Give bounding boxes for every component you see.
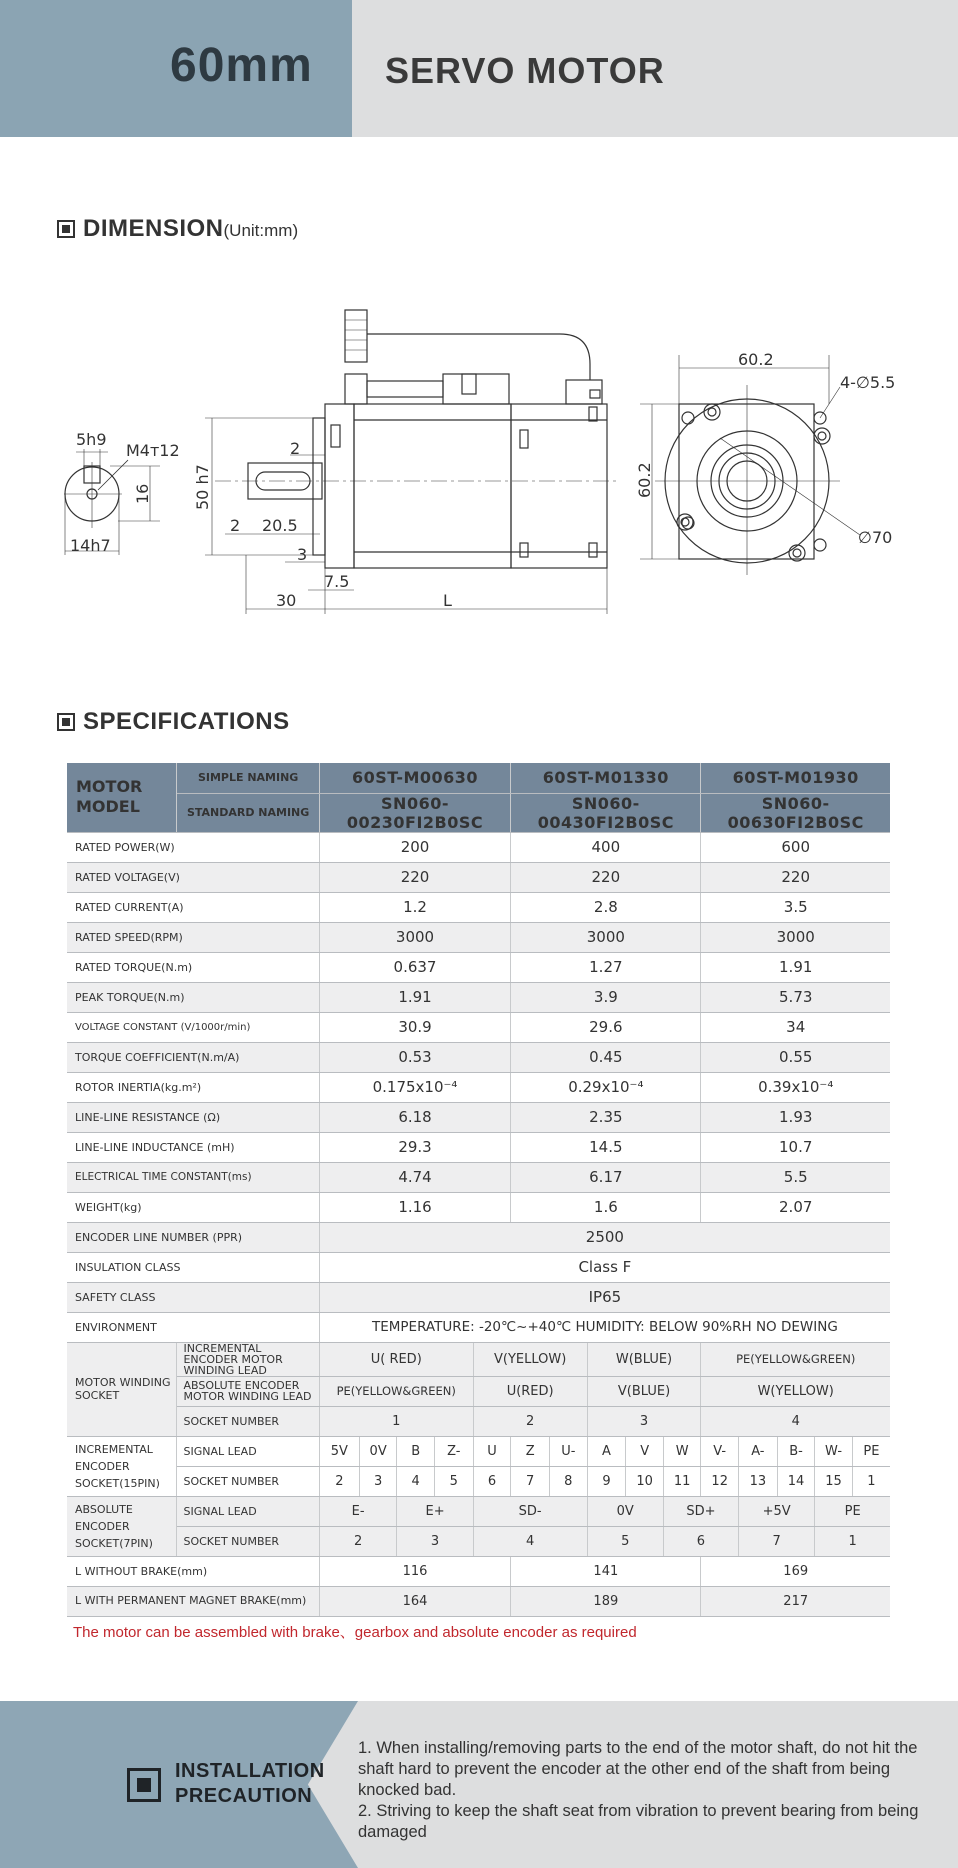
table-row <box>67 1132 890 1162</box>
dimension-unit: (Unit:mm) <box>223 221 299 240</box>
dim-7-5: 7.5 <box>324 572 350 591</box>
cell: 1 <box>852 1466 890 1496</box>
cell: 14 <box>777 1466 815 1496</box>
header-row-simple <box>67 763 890 793</box>
cell: 0.637 <box>319 952 510 982</box>
row-label: ENCODER LINE NUMBER (PPR) <box>67 1222 319 1252</box>
cell: 0V <box>359 1436 397 1466</box>
cell: 2 <box>473 1406 587 1436</box>
cell: 15 <box>815 1466 853 1496</box>
cell: 2500 <box>319 1222 890 1252</box>
installation-footer <box>0 1701 958 1868</box>
table-row <box>67 1102 890 1132</box>
table-row <box>67 1072 890 1102</box>
table-row <box>67 922 890 952</box>
row-label: SAFETY CLASS <box>67 1282 319 1312</box>
table-row <box>67 1586 890 1616</box>
table-row <box>67 982 890 1012</box>
table-row <box>67 1342 890 1376</box>
cell: U <box>473 1436 511 1466</box>
cell: 4 <box>397 1466 435 1496</box>
table-row <box>67 862 890 892</box>
cell: 10 <box>626 1466 664 1496</box>
cell: 10.7 <box>701 1132 890 1162</box>
row-label: INCREMENTAL ENCODER SOCKET(15PIN) <box>67 1436 177 1496</box>
row-label: ROTOR INERTIA(kg.m²) <box>67 1072 319 1102</box>
dim-key-width: 5h9 <box>76 430 107 449</box>
precaution-item: 1. When installing/removing parts to the end of the motor shaft, do not hit the shaft hard to prevent the encoder at the other end of the shaft from being knocked bad. <box>358 1739 918 1799</box>
row-label: LINE-LINE RESISTANCE (Ω) <box>67 1102 319 1132</box>
table-row <box>67 1496 890 1526</box>
model-standard-2: SN060-00430FI2B0SC <box>511 793 701 832</box>
header-size: 60mm <box>170 39 313 92</box>
table-row <box>67 1282 890 1312</box>
section-square-icon <box>57 713 75 731</box>
cell: 3 <box>397 1526 473 1556</box>
row-label: ELECTRICAL TIME CONSTANT(ms) <box>67 1162 319 1192</box>
cell: W(BLUE) <box>587 1342 701 1376</box>
cell: 189 <box>511 1586 701 1616</box>
table-row <box>67 1162 890 1192</box>
specifications-heading <box>57 708 290 736</box>
dimension-heading <box>57 215 298 243</box>
cell: U( RED) <box>319 1342 473 1376</box>
cell: 5V <box>319 1436 359 1466</box>
cell: 5 <box>587 1526 663 1556</box>
section-square-icon <box>57 220 75 238</box>
precaution-list <box>358 1738 938 1843</box>
precaution-item: 2. Striving to keep the shaft seat from vibration to prevent bearing from being damaged <box>358 1802 919 1841</box>
cell: 220 <box>319 862 510 892</box>
cell: 2.35 <box>511 1102 701 1132</box>
cell: 1.27 <box>511 952 701 982</box>
cell: 6 <box>473 1466 511 1496</box>
dim-3: 3 <box>297 545 308 564</box>
cell: 4.74 <box>319 1162 510 1192</box>
dim-flange-w: 60.2 <box>738 350 774 369</box>
dim-flange-h: 60.2 <box>635 462 654 498</box>
dim-2a: 2 <box>290 439 301 458</box>
dim-2b: 2 <box>230 516 241 535</box>
cell: 9 <box>587 1466 626 1496</box>
cell: 6 <box>663 1526 738 1556</box>
cell: Z <box>511 1436 550 1466</box>
assembly-note: The motor can be assembled with brake、gearbox and absolute encoder as required <box>73 1624 637 1641</box>
sub-label: SIGNAL LEAD <box>177 1436 319 1466</box>
cell: V(YELLOW) <box>473 1342 587 1376</box>
cell: 12 <box>701 1466 739 1496</box>
row-label: WEIGHT(kg) <box>67 1192 319 1222</box>
cell: 2 <box>319 1526 397 1556</box>
table-row <box>67 1192 890 1222</box>
model-simple-2: 60ST-M01330 <box>511 763 701 793</box>
dimension-title: DIMENSION <box>83 215 224 242</box>
cell: 5.5 <box>701 1162 890 1192</box>
row-label: PEAK TORQUE(N.m) <box>67 982 319 1012</box>
cell: W <box>663 1436 701 1466</box>
cell: 29.3 <box>319 1132 510 1162</box>
cell: 217 <box>701 1586 890 1616</box>
cell: PE(YELLOW&GREEN) <box>701 1342 890 1376</box>
cell: 4 <box>701 1406 890 1436</box>
model-standard-1: SN060-00230FI2B0SC <box>319 793 510 832</box>
cell: 30.9 <box>319 1012 510 1042</box>
footer-title-line1: INSTALLATION <box>175 1760 325 1782</box>
cell: Z- <box>434 1436 473 1466</box>
cell: 4 <box>473 1526 587 1556</box>
dim-thread: M4ᴛ12 <box>126 441 180 460</box>
cell: E- <box>319 1496 397 1526</box>
cell: 5.73 <box>701 982 890 1012</box>
model-standard-3: SN060-00630FI2B0SC <box>701 793 890 832</box>
cell: +5V <box>738 1496 814 1526</box>
cell: 3.5 <box>701 892 890 922</box>
dim-flange-dia: 50 h7 <box>193 464 212 510</box>
cell: 34 <box>701 1012 890 1042</box>
table-row <box>67 952 890 982</box>
cell: 1.91 <box>319 982 510 1012</box>
dimension-drawing <box>50 300 910 630</box>
cell: 1.2 <box>319 892 510 922</box>
sub-label: SOCKET NUMBER <box>177 1466 319 1496</box>
model-simple-1: 60ST-M00630 <box>319 763 510 793</box>
cell: 3 <box>587 1406 701 1436</box>
cell: 1.6 <box>511 1192 701 1222</box>
cell: TEMPERATURE: -20℃~+40℃ HUMIDITY: BELOW 90%RH NO DEWING <box>319 1312 890 1342</box>
row-label: MOTOR WINDING SOCKET <box>67 1342 177 1436</box>
cell: SD- <box>473 1496 587 1526</box>
dim-key-height: 16 <box>133 483 152 504</box>
cell: 141 <box>511 1556 701 1586</box>
table-row <box>67 1376 890 1406</box>
cell: 116 <box>319 1556 510 1586</box>
cell: 13 <box>738 1466 777 1496</box>
table-row <box>67 1556 890 1586</box>
model-simple-3: 60ST-M01930 <box>701 763 890 793</box>
header-row-standard <box>67 793 890 832</box>
cell: 5 <box>434 1466 473 1496</box>
cell: 220 <box>701 862 890 892</box>
table-row <box>67 1526 890 1556</box>
dim-shaft-dia: 14h7 <box>70 536 111 555</box>
table-row <box>67 1406 890 1436</box>
footer-title <box>175 1759 325 1809</box>
cell: 0V <box>587 1496 663 1526</box>
cell: 164 <box>319 1586 510 1616</box>
simple-naming-label: SIMPLE NAMING <box>177 763 319 793</box>
cell: 3000 <box>511 922 701 952</box>
cell: 1 <box>319 1406 473 1436</box>
dim-holes: 4-∅5.5 <box>840 373 896 392</box>
cell: 200 <box>319 832 510 862</box>
cell: 0.39x10⁻⁴ <box>701 1072 890 1102</box>
cell: 1.16 <box>319 1192 510 1222</box>
cell: 220 <box>511 862 701 892</box>
dim-shaft-len: 30 <box>276 591 297 610</box>
cell: PE <box>852 1436 890 1466</box>
cell: IP65 <box>319 1282 890 1312</box>
dim-pcd: ∅70 <box>858 528 893 547</box>
cell: 7 <box>738 1526 814 1556</box>
row-label: ABSOLUTE ENCODER SOCKET(7PIN) <box>67 1496 177 1556</box>
row-label: RATED POWER(W) <box>67 832 319 862</box>
table-row <box>67 1436 890 1466</box>
page-header <box>0 0 958 137</box>
dim-key-len: 20.5 <box>262 516 298 535</box>
row-label: RATED CURRENT(A) <box>67 892 319 922</box>
table-row <box>67 1466 890 1496</box>
motor-model-label: MOTOR MODEL <box>67 763 177 832</box>
table-row <box>67 1222 890 1252</box>
row-label: INSULATION CLASS <box>67 1252 319 1282</box>
cell: 0.53 <box>319 1042 510 1072</box>
cell: W- <box>815 1436 853 1466</box>
cell: 0.29x10⁻⁴ <box>511 1072 701 1102</box>
cell: 6.17 <box>511 1162 701 1192</box>
row-label: LINE-LINE INDUCTANCE (mH) <box>67 1132 319 1162</box>
cell: V(BLUE) <box>587 1376 701 1406</box>
row-label: RATED TORQUE(N.m) <box>67 952 319 982</box>
sub-label: INCREMENTAL ENCODER MOTOR WINDING LEAD <box>177 1342 319 1376</box>
specifications-title: SPECIFICATIONS <box>83 708 290 735</box>
cell: 2 <box>319 1466 359 1496</box>
cell: SD+ <box>663 1496 738 1526</box>
cell: V- <box>701 1436 739 1466</box>
sub-label: SOCKET NUMBER <box>177 1526 319 1556</box>
cell: 8 <box>550 1466 588 1496</box>
standard-naming-label: STANDARD NAMING <box>177 793 319 832</box>
cell: 11 <box>663 1466 701 1496</box>
cell: V <box>626 1436 664 1466</box>
precaution-square-icon <box>127 1768 161 1802</box>
cell: E+ <box>397 1496 473 1526</box>
row-label: ENVIRONMENT <box>67 1312 319 1342</box>
cell: 3 <box>359 1466 397 1496</box>
table-row <box>67 1012 890 1042</box>
cell: B <box>397 1436 435 1466</box>
table-row <box>67 1042 890 1072</box>
cell: 0.45 <box>511 1042 701 1072</box>
cell: W(YELLOW) <box>701 1376 890 1406</box>
cell: B- <box>777 1436 815 1466</box>
cell: Class F <box>319 1252 890 1282</box>
cell: A- <box>738 1436 777 1466</box>
dim-body-len: L <box>443 591 452 610</box>
cell: 1.93 <box>701 1102 890 1132</box>
cell: PE(YELLOW&GREEN) <box>319 1376 473 1406</box>
cell: PE <box>815 1496 890 1526</box>
table-row <box>67 832 890 862</box>
cell: 2.07 <box>701 1192 890 1222</box>
footer-title-line2: PRECAUTION <box>175 1785 313 1807</box>
cell: U- <box>550 1436 588 1466</box>
row-label: RATED VOLTAGE(V) <box>67 862 319 892</box>
cell: 3000 <box>319 922 510 952</box>
cell: 600 <box>701 832 890 862</box>
cell: 3.9 <box>511 982 701 1012</box>
sub-label: SOCKET NUMBER <box>177 1406 319 1436</box>
cell: 400 <box>511 832 701 862</box>
row-label: VOLTAGE CONSTANT (V/1000r/min) <box>67 1012 319 1042</box>
row-label: L WITH PERMANENT MAGNET BRAKE(mm) <box>67 1586 319 1616</box>
row-label: L WITHOUT BRAKE(mm) <box>67 1556 319 1586</box>
sub-label: SIGNAL LEAD <box>177 1496 319 1526</box>
table-row <box>67 892 890 922</box>
cell: 7 <box>511 1466 550 1496</box>
cell: U(RED) <box>473 1376 587 1406</box>
cell: 29.6 <box>511 1012 701 1042</box>
header-title: SERVO MOTOR <box>385 50 665 91</box>
table-row <box>67 1252 890 1282</box>
cell: 3000 <box>701 922 890 952</box>
sub-label: ABSOLUTE ENCODER MOTOR WINDING LEAD <box>177 1376 319 1406</box>
cell: 0.175x10⁻⁴ <box>319 1072 510 1102</box>
row-label: RATED SPEED(RPM) <box>67 922 319 952</box>
spec-table <box>67 763 890 1617</box>
cell: 169 <box>701 1556 890 1586</box>
table-row <box>67 1312 890 1342</box>
cell: 14.5 <box>511 1132 701 1162</box>
cell: 0.55 <box>701 1042 890 1072</box>
cell: A <box>587 1436 626 1466</box>
cell: 6.18 <box>319 1102 510 1132</box>
cell: 1 <box>815 1526 890 1556</box>
cell: 2.8 <box>511 892 701 922</box>
cell: 1.91 <box>701 952 890 982</box>
row-label: TORQUE COEFFICIENT(N.m/A) <box>67 1042 319 1072</box>
